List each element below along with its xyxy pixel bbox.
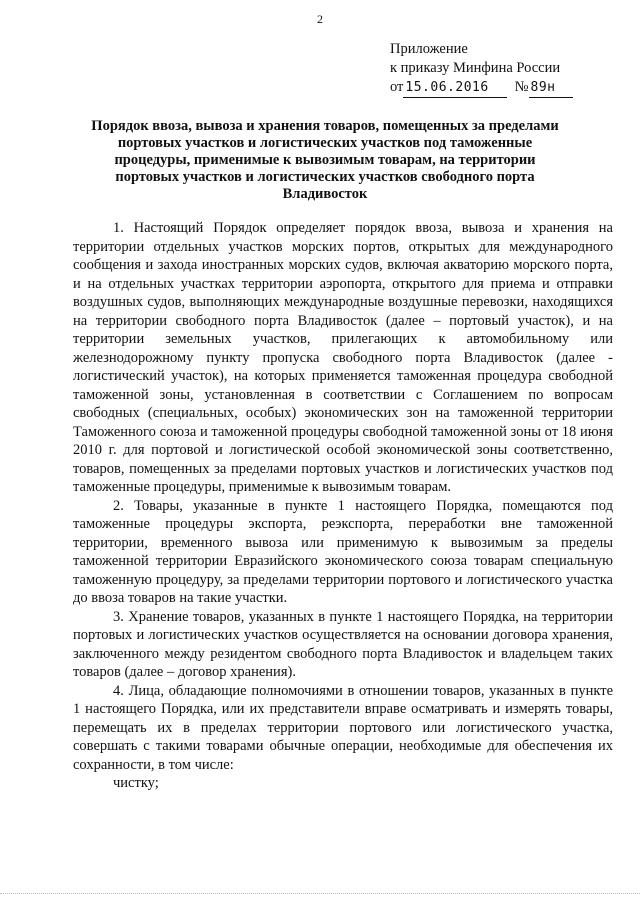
paragraph-3: 3. Хранение товаров, указанных в пункте 1 настоящего Порядка, на территории портовых и логистических участков осуществляется на основании договора хранения, заключенного между резидентом свободного порта Владивосток и владельцем таких товаров (далее – договор хранения). xyxy=(73,608,613,680)
paragraph-4: 4. Лица, обладающие полномочиями в отношении товаров, указанных в пункте 1 настоящего Порядка, или их представители вправе осматривать и измерять товары, перемещать их в пределах территории портового или логистического участка, совершать с такими товарами обычные операции, необходимые для обеспечения их сохранности, в том числе: xyxy=(73,682,613,773)
appendix-order-ref: к приказу Минфина России xyxy=(390,60,561,76)
order-number: 89н xyxy=(529,78,573,98)
paragraph-1: 1. Настоящий Порядок определяет порядок ввоза, вывоза и хранения на территории отдельных участков морских портов, открытых для международного сообщения и захода иностранных морских судов, включая акваторию морского порта, и на отдельных участках территории аэропорта, открытого для приема и отправки воздушных судов, выполняющих международные воздушные перевозки, находящихся на территории свободного порта Владивосток (далее – портовый участок), и на территории земельных участков, прилегающих к автомобильному или железнодорожному пункту пропуска свободного порта Владивосток (далее - логистический участок), на которых применяется таможенная процедура свободной таможенной зоны, установленная в соответствии с Соглашением по вопросам свободных (специальных, особых) экономических зон на таможенной территории Таможенного союза и таможенной процедуры свободной таможенной зоны от 18 июня 2010 г. для портовой и логистической особой экономической зоны соответственно, товаров, помещенных за пределами портовых участков и логистических участков под таможенные процедуры, применимые к вывозимым товарам. xyxy=(73,220,613,495)
page-number: 2 xyxy=(317,12,323,26)
appendix-block xyxy=(390,40,573,98)
number-prefix: № xyxy=(514,79,529,95)
appendix-date-number-line xyxy=(390,78,573,98)
paragraph-list-item: чистку; xyxy=(113,775,159,791)
order-date: 15.06.2016 xyxy=(403,78,507,98)
scan-edge-artifact xyxy=(0,893,640,895)
document-title: Порядок ввоза, вывоза и хранения товаров, помещенных за пределами портовых участков и логистических участков под таможенные процедуры, применимые к вывозимым товарам, на территории портовых участков и логистических участков свободного порта Владивосток xyxy=(91,118,559,202)
date-prefix: от xyxy=(390,79,404,95)
paragraph-2: 2. Товары, указанные в пункте 1 настоящего Порядка, помещаются под таможенные процедуры экспорта, реэкспорта, переработки вне таможенной территории, временного вывоза или применимую к вывозимым за пределы таможенной территории Евразийского экономического союза товарам специальную таможенную процедуру, за пределами территории портового и логистического участка до ввоза товаров на такие участки. xyxy=(73,497,613,606)
appendix-label: Приложение xyxy=(390,41,468,57)
document-body xyxy=(73,219,613,793)
